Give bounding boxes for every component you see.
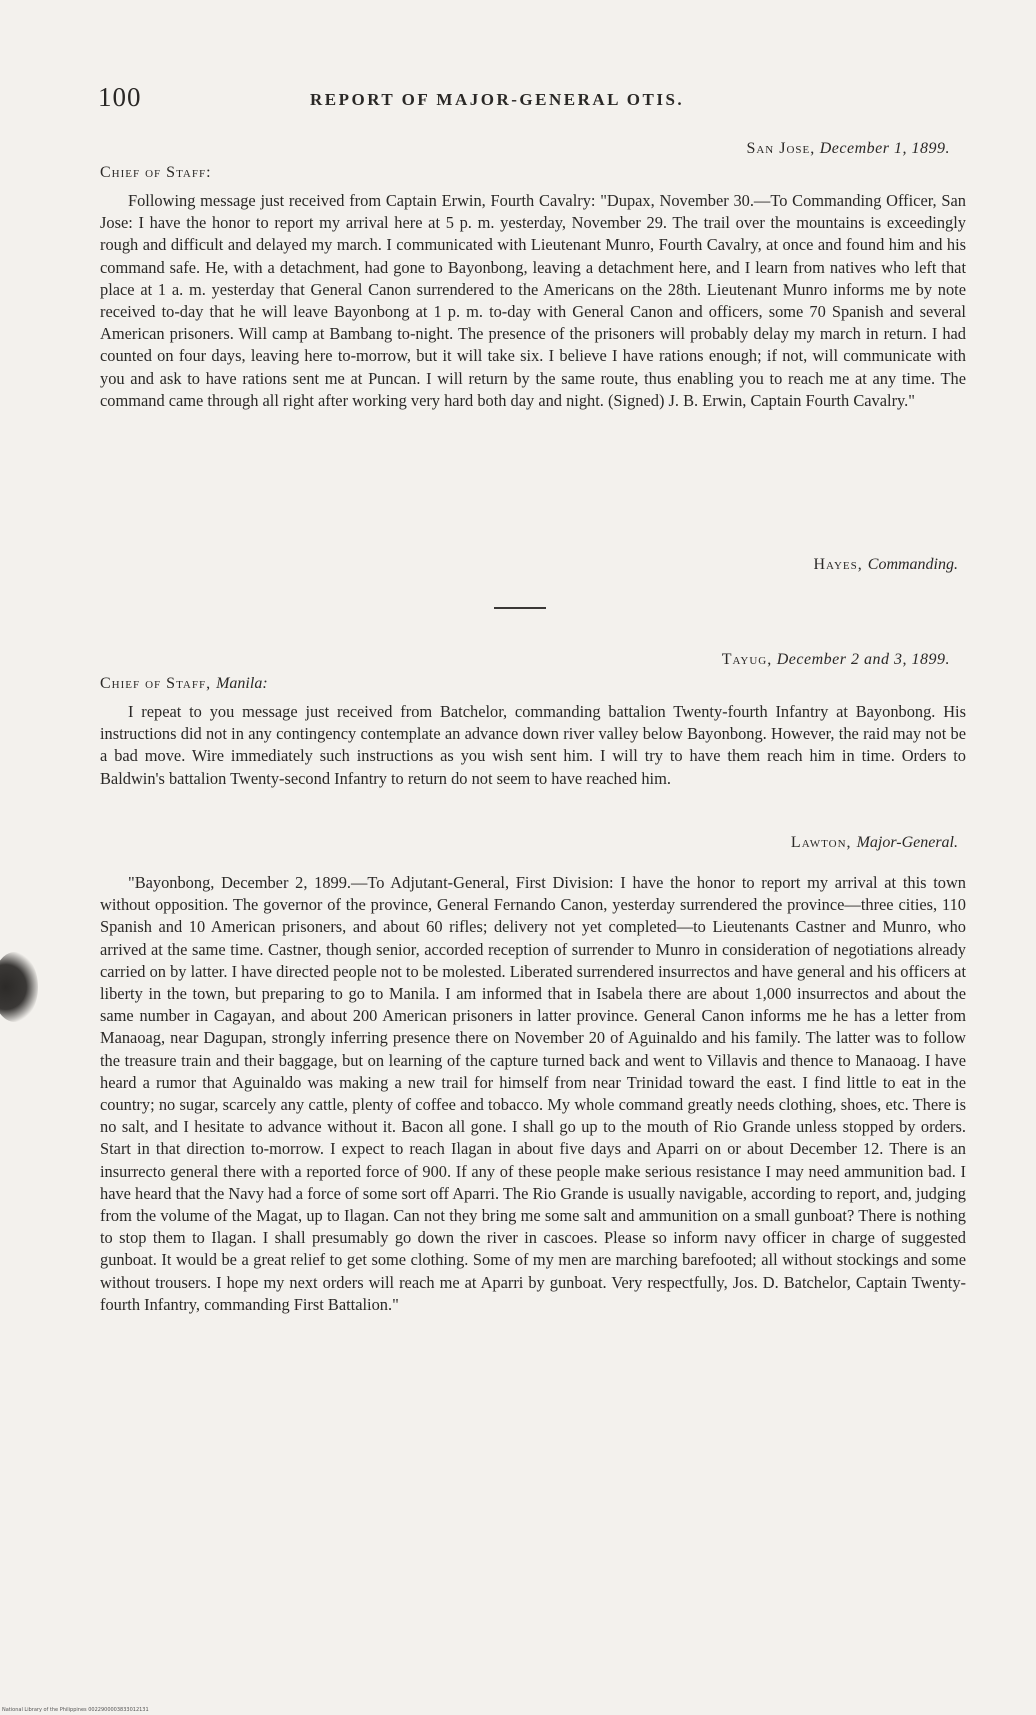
dateline-tayug [722,651,950,669]
signature-lawton [791,834,958,852]
salutation-chief-of-staff [100,164,212,182]
dateline-place: Tayug, [721,651,773,668]
signature-title: Major-General. [856,834,958,851]
lawton-message-paragraph: I repeat to you message just received from Batchelor, commanding battalion Twenty-fourth Infantry at Bayonbong. His instructions did not in any contingency contemplate an advance down river valley below Bayonbong. However, the raid may not be a bad move. Wire immediately such instructions as you wish sent him. I will try to have them reach him in time. Orders to Baldwin's battalion Twenty-second Infantry to return do not seem to have reached him. [100,702,966,788]
signature-hayes [813,556,958,574]
dateline-date: December 1, 1899. [819,140,950,157]
batchelor-message-block [100,872,966,1316]
scan-credit: National Library of the Philippines 0022900003833012131 [2,1707,149,1713]
salutation-text: Chief of Staff, [100,675,212,692]
dateline-place: San Jose, [746,140,816,157]
signature-name: Hayes, [813,556,863,573]
salutation-text: Chief of Staff: [100,164,212,181]
dateline-san-jose [746,140,950,158]
salutation-place: Manila: [216,675,268,692]
running-head: REPORT OF MAJOR-GENERAL OTIS. [310,90,685,109]
erwin-message-paragraph: Following message just received from Captain Erwin, Fourth Cavalry: "Dupax, November 30.—To Commanding Officer, San Jose: I have the honor to report my arrival here at 5 p. m. yesterday, November 29. The trail over the mountains is exceedingly rough and difficult and delayed my march. I communicated with Lieutenant Munro, Fourth Cavalry, at once and found him and his command safe. He, with a detachment, had gone to Bayonbong, leaving a detachment here, and I learn from natives who left that place at 1 a. m. yesterday that General Canon surrendered to the Americans on the 28th. Lieutenant Munro informs me by note received to-day that he will leave Bayonbong at 1 p. m. to-day with General Canon and officers, some 70 Spanish and several American prisoners. Will camp at Bambang to-night. The presence of the prisoners will probably delay my march in return. I had counted on four days, leaving here to-morrow, but it will take six. I believe I have rations enough; if not, will communicate with you and ask to have rations sent me at Puncan. I will return by the same route, thus enabling you to reach me at any time. The command came through all right after working very hard both day and night. (Signed) J. B. Erwin, Captain Fourth Cavalry." [100,191,966,410]
batchelor-message-paragraph: "Bayonbong, December 2, 1899.—To Adjutant-General, First Division: I have the honor to report my arrival at this town without opposition. The governor of the province, General Fernando Canon, yesterday surrendered the province—three cities, 110 Spanish and 10 American prisoners, and about 60 rifles; delivery not yet completed—to Lieutenants Castner and Munro, who arrived at the same time. Castner, though senior, accorded reception of surrender to Munro in consideration of negotiations already carried on by latter. I have directed people not to be molested. Liberated surrendered insurrectos and have general and his officers at liberty in the town, but preparing to go to Manila. I am informed that in Isabela there are about 1,000 insurrectos and about the same number in Cagayan, and about 200 American prisoners in latter province. General Canon informs me he has a letter from Manaoag, near Dagupan, strongly inferring presence there on November 20 of Aguinaldo and his family. The latter was to follow the treasure train and their baggage, but on learning of the capture turned back and went to Villavis and thence to Manaoag. I have heard a rumor that Aguinaldo was making a new trail for himself from near Trinidad toward the east. I find little to eat in the country; no sugar, scarcely any cattle, plenty of coffee and tobacco. My whole command greatly needs clothing, shoes, etc. There is no salt, and I hesitate to advance without it. Bacon all gone. I shall go up to the mouth of Rio Grande unless stopped by orders. Start in that direction to-morrow. I expect to reach Ilagan in about five days and Aparri on or about December 12. There is an insurrecto general there with a reported force of 900. If any of these people make serious resistance I may need ammunition bad. I have heard that the Navy had a force of some sort off Aparri. The Rio Grande is usually navigable, according to report, and, judging from the volume of the Magat, up to Ilagan. Can not they bring me some salt and ammunition on a small gunboat? There is nothing to stop them to Ilagan. I shall presumably go down the river in cascoes. Please so inform navy officer in charge of suggested gunboat. It would be a great relief to get some clothing. Some of my men are marching barefooted; all without stockings and some without trousers. I hope my next orders will reach me at Aparri by gunboat. Very respectfully, Jos. D. Batchelor, Captain Twenty-fourth Infantry, commanding First Battalion." [100,873,966,1314]
salutation-chief-of-staff-manila [100,675,268,693]
page-header [98,82,968,112]
signature-title: Commanding. [867,556,958,573]
dateline-date: December 2 and 3, 1899. [776,651,950,668]
lawton-message-block [100,701,966,790]
signature-name: Lawton, [790,834,852,851]
scan-thumb-shadow [0,952,38,1022]
section-divider [494,607,546,609]
page-number: 100 [98,82,142,112]
erwin-message-block [100,190,966,412]
